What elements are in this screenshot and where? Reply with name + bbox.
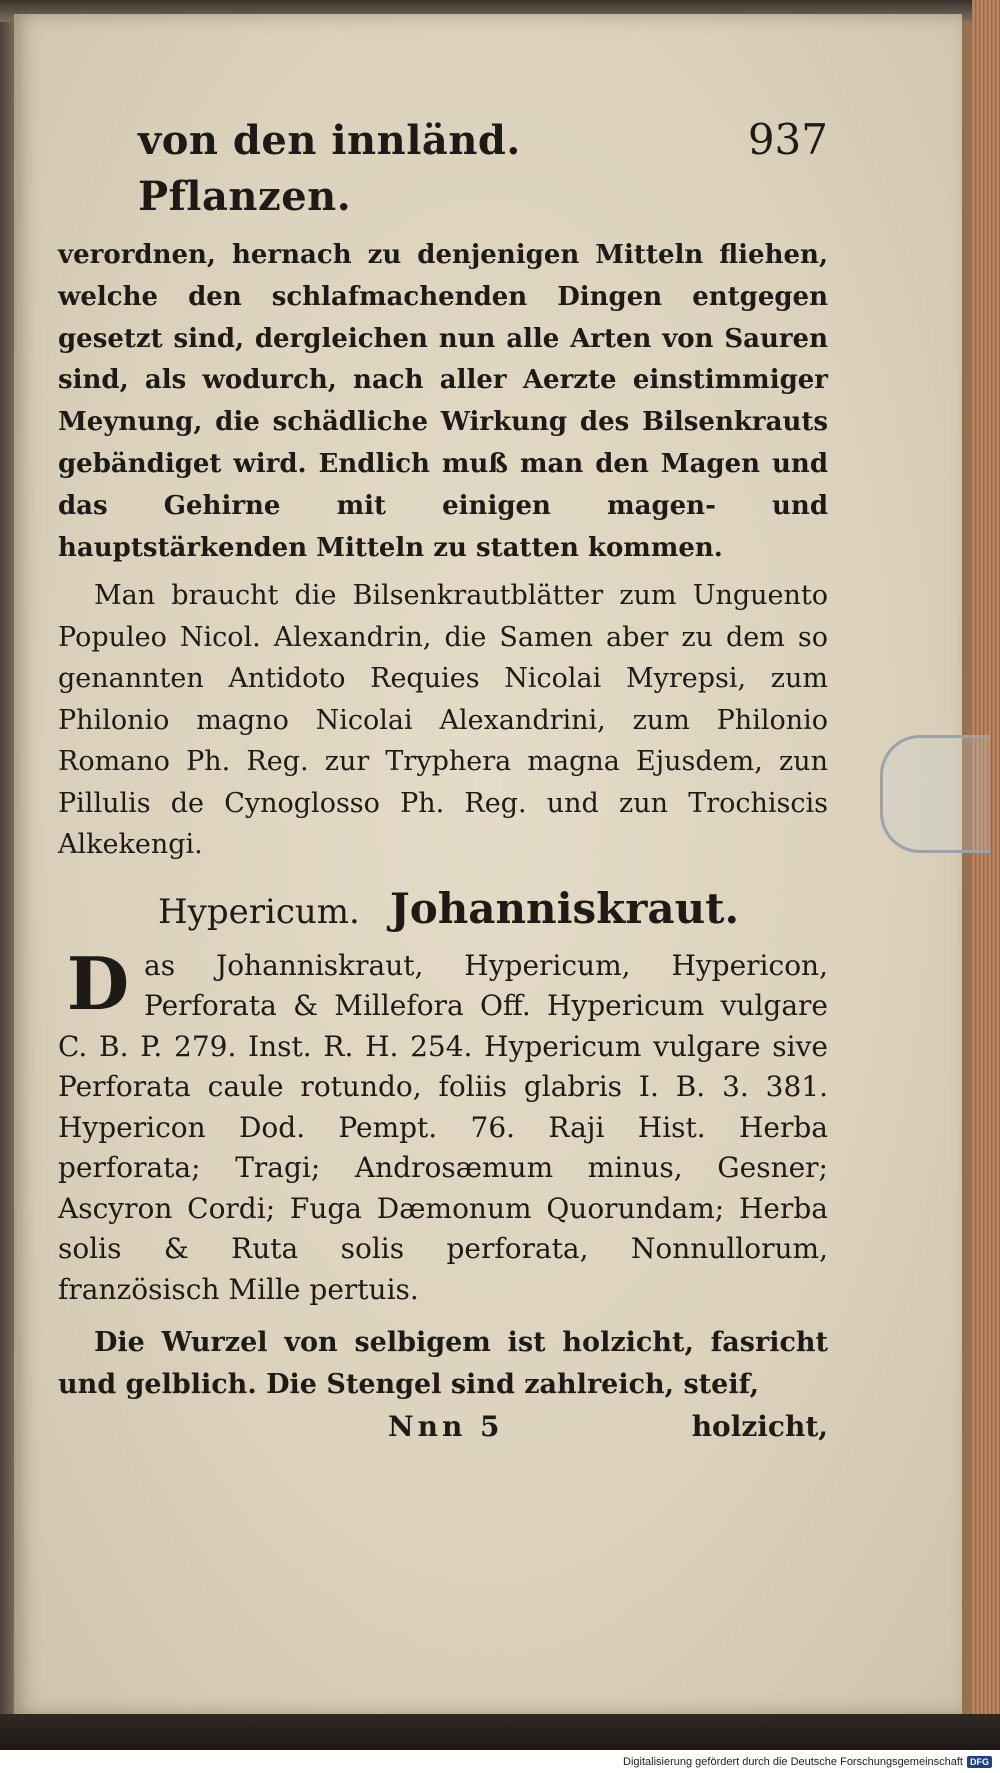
footer-credit: Digitalisierung gefördert durch die Deutsche Forschungsgemeinschaft — [623, 1755, 963, 1768]
paragraph-3: as Johanniskraut, Hypericum, Hypericon, Perforata & Millefora Off. Hypericum vulgare C. B. P. 279. Inst. R. H. 254. Hypericum vulgare sive Perforata caule rotundo, foliis glabris I. B. 3. 381. Hypericon Dod. Pempt. 76. Raji Hist. Herba perforata; Tragi; Androsæmum minus, Gesner; Ascyron Cordi; Fuga Dæmonum Quorundam; Herba solis & Ruta solis perforata, Nonnullorum, französisch Mille pertuis. — [58, 948, 828, 1306]
running-header — [138, 112, 828, 225]
section-heading-german: Johanniskraut. — [389, 883, 740, 933]
paragraph-1: verordnen, hernach zu denjenigen Mitteln fliehen, welche den schlafmachenden Dingen entgegen gesetzt sind, dergleichen nun alle Arten von Sauren sind, als wodurch, nach aller Aerzte einstimmiger Meynung, die schädliche Wirkung des Bilsenkrauts gebändiget wird. Endlich muß man den Magen und das Gehirne mit einigen magen- und hauptstärkenden Mitteln zu statten kommen. — [58, 240, 828, 563]
page-foot — [58, 1410, 828, 1454]
signature-mark: Nnn 5 — [388, 1409, 504, 1443]
paragraph-2: Man braucht die Bilsenkrautblätter zum Unguento Populeo Nicol. Alexandrin, die Samen aber zu dem so genannten Antidoto Requies Nicolai Myrepsi, zum Philonio magno Nicolai Alexandrini, zum Philonio Romano Ph. Reg. zur Tryphera magna Ejusdem, zun Pillulis de Cynoglosso Ph. Reg. und zun Trochiscis Alkekengi. — [58, 580, 828, 861]
scanner-bottom-band — [0, 1714, 1000, 1750]
dfg-logo: DFG — [967, 1756, 992, 1768]
catchword: holzicht, — [691, 1409, 828, 1443]
paragraph-4: Die Wurzel von selbigem ist holzicht, fasricht und gelblich. Die Stengel sind zahlreich, steif, — [58, 1327, 828, 1401]
running-title: von den innländ. Pflanzen. — [138, 117, 521, 220]
digitization-footer — [0, 1750, 1000, 1773]
paragraph-3-container — [58, 940, 828, 1311]
page-text — [58, 112, 828, 1454]
section-heading — [58, 884, 828, 946]
page-number: 937 — [747, 115, 828, 164]
drop-cap: D — [66, 940, 130, 1026]
page-clip — [880, 735, 990, 853]
section-heading-latin: Hypericum. — [158, 891, 360, 932]
page-edges — [972, 0, 1000, 1773]
